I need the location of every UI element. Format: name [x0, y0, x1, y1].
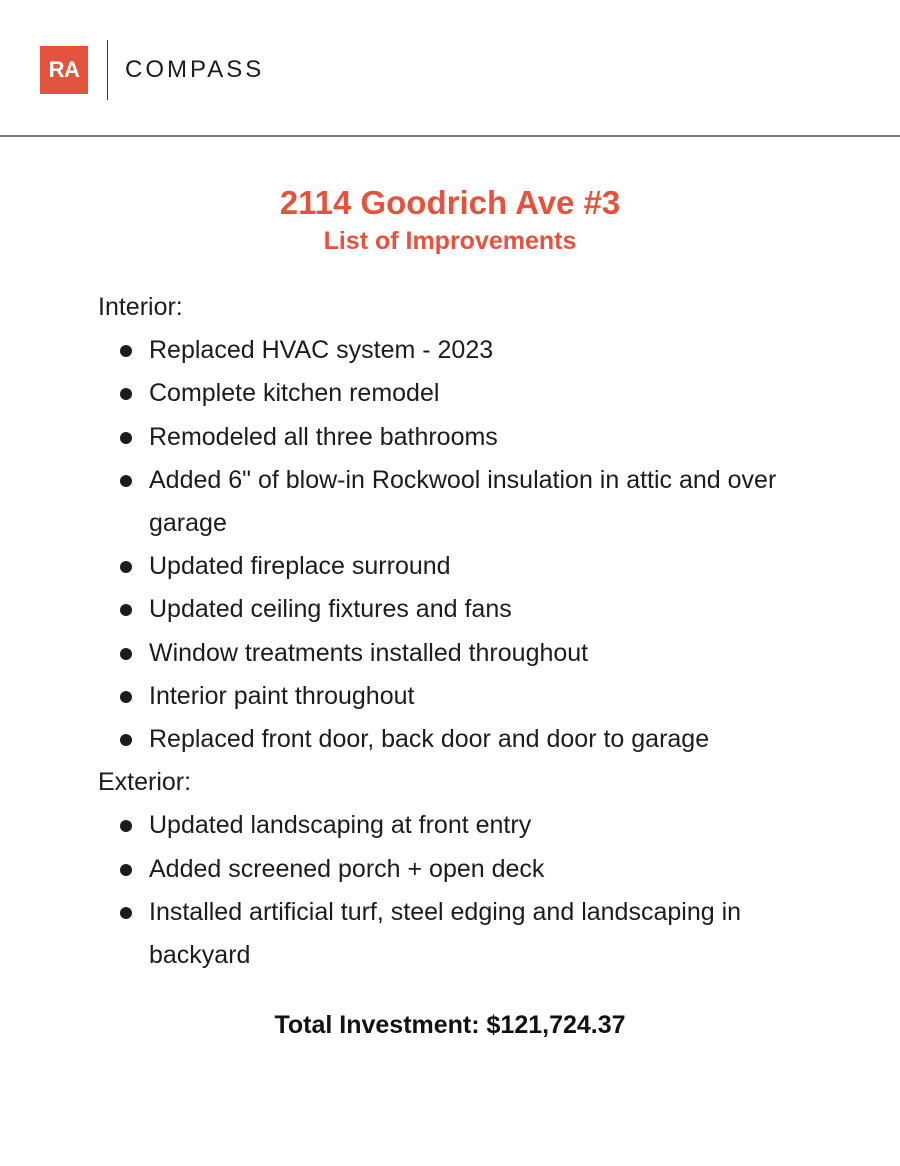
exterior-list: [98, 804, 838, 977]
bullet-icon: [120, 648, 132, 660]
logo-divider: [107, 40, 108, 100]
bullet-icon: [120, 432, 132, 444]
compass-wordmark: COMPASS: [125, 56, 265, 83]
bullet-icon: [120, 475, 132, 487]
bullet-icon: [120, 345, 132, 357]
bullet-icon: [120, 604, 132, 616]
bullet-icon: [120, 734, 132, 746]
list-item: Installed artificial turf, steel edging and landscaping in backyard: [149, 891, 838, 977]
list-item: Added 6" of blow-in Rockwool insulation in attic and over garage: [149, 459, 838, 545]
property-address-title: 2114 Goodrich Ave #3: [279, 184, 621, 221]
bullet-icon: [120, 907, 132, 919]
bullet-icon: [120, 388, 132, 400]
list-item: Updated ceiling fixtures and fans: [149, 588, 838, 631]
page-header: [0, 0, 900, 137]
list-item: Added screened porch + open deck: [149, 848, 838, 891]
bullet-icon: [120, 691, 132, 703]
document-subtitle: List of Improvements: [323, 227, 577, 255]
list-item: Complete kitchen remodel: [149, 372, 838, 415]
exterior-heading: Exterior:: [98, 768, 192, 797]
ra-logo-badge: RA: [40, 46, 88, 94]
list-item: Interior paint throughout: [149, 675, 838, 718]
list-item: Replaced HVAC system - 2023: [149, 329, 838, 372]
bullet-icon: [120, 820, 132, 832]
list-item: Window treatments installed throughout: [149, 632, 838, 675]
list-item: Replaced front door, back door and door to garage: [149, 718, 838, 761]
bullet-icon: [120, 561, 132, 573]
list-item: Remodeled all three bathrooms: [149, 416, 838, 459]
interior-list: [98, 329, 838, 761]
improvements-content: [98, 286, 838, 977]
total-investment: Total Investment: $121,724.37: [274, 1011, 626, 1039]
interior-heading: Interior:: [98, 293, 183, 321]
list-item: Updated fireplace surround: [149, 545, 838, 588]
bullet-icon: [120, 864, 132, 876]
list-item: Updated landscaping at front entry: [149, 804, 838, 847]
